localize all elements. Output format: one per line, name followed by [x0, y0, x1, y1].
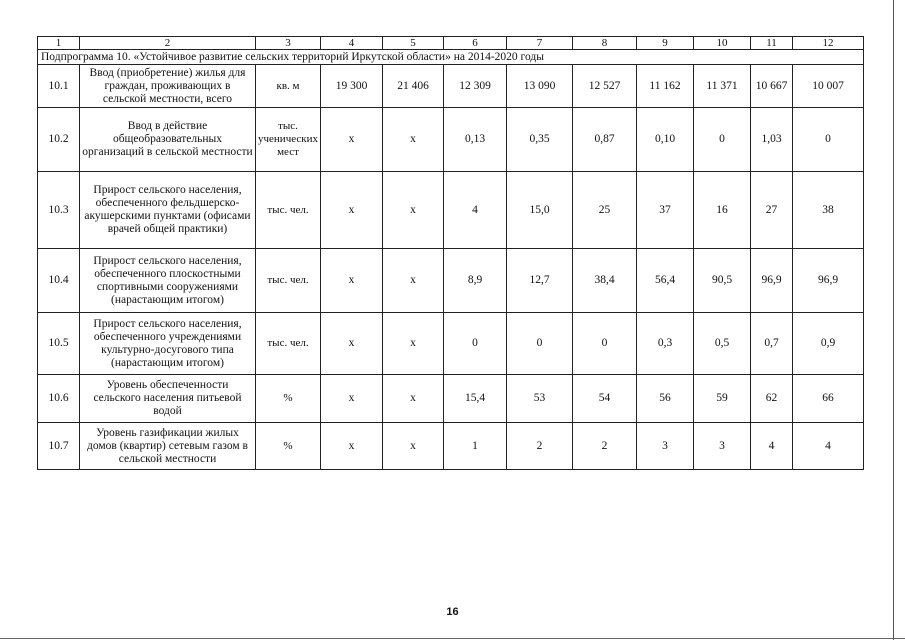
value-cell: х — [383, 313, 444, 375]
value-cell: х — [321, 172, 383, 249]
value-cell: 25 — [573, 172, 637, 249]
column-number: 3 — [256, 37, 321, 50]
value-cell: 19 300 — [321, 65, 383, 108]
value-cell: 4 — [444, 172, 507, 249]
value-cell: 38 — [793, 172, 864, 249]
column-number: 7 — [507, 37, 573, 50]
scan-edge-line — [893, 0, 894, 640]
value-cell: 0 — [444, 313, 507, 375]
value-cell: 62 — [751, 375, 793, 423]
value-cell: 0,35 — [507, 108, 573, 172]
row-number: 10.4 — [38, 249, 80, 313]
unit-of-measure: % — [256, 423, 321, 470]
value-cell: 0,7 — [751, 313, 793, 375]
value-cell: 37 — [637, 172, 694, 249]
value-cell: 11 371 — [694, 65, 751, 108]
column-number: 5 — [383, 37, 444, 50]
column-number-row — [38, 37, 864, 50]
value-cell: 11 162 — [637, 65, 694, 108]
value-cell: 0,13 — [444, 108, 507, 172]
indicator-name: Уровень обеспеченности сельского населения питьевой водой — [80, 375, 256, 423]
page-number: 16 — [446, 606, 459, 618]
value-cell: 56 — [637, 375, 694, 423]
table-row — [38, 172, 864, 249]
column-number: 8 — [573, 37, 637, 50]
column-number: 11 — [751, 37, 793, 50]
value-cell: 4 — [793, 423, 864, 470]
value-cell: х — [383, 249, 444, 313]
value-cell: 2 — [507, 423, 573, 470]
value-cell: 38,4 — [573, 249, 637, 313]
value-cell: 4 — [751, 423, 793, 470]
row-number: 10.5 — [38, 313, 80, 375]
indicator-name: Прирост сельского населения, обеспеченного фельдшерско-акушерскими пунктами (офисами врачей общей практики) — [80, 172, 256, 249]
value-cell: х — [383, 375, 444, 423]
table-row — [38, 313, 864, 375]
value-cell: 8,9 — [444, 249, 507, 313]
value-cell: 2 — [573, 423, 637, 470]
value-cell: 96,9 — [793, 249, 864, 313]
indicator-name: Прирост сельского населения, обеспеченного учреждениями культурно-досугового типа (нарастающим итогом) — [80, 313, 256, 375]
value-cell: 56,4 — [637, 249, 694, 313]
column-number: 9 — [637, 37, 694, 50]
unit-of-measure: тыс. чел. — [256, 172, 321, 249]
value-cell: х — [321, 249, 383, 313]
column-number: 1 — [38, 37, 80, 50]
value-cell: 0 — [694, 108, 751, 172]
indicator-name: Уровень газификации жилых домов (квартир) сетевым газом в сельской местности — [80, 423, 256, 470]
unit-of-measure: тыс. ученических мест — [256, 108, 321, 172]
column-number: 10 — [694, 37, 751, 50]
value-cell: 96,9 — [751, 249, 793, 313]
unit-of-measure: тыс. чел. — [256, 249, 321, 313]
table-row — [38, 423, 864, 470]
value-cell: 3 — [694, 423, 751, 470]
value-cell: 0,3 — [637, 313, 694, 375]
value-cell: 12,7 — [507, 249, 573, 313]
table-row — [38, 249, 864, 313]
unit-of-measure: % — [256, 375, 321, 423]
indicators-table — [37, 36, 864, 470]
value-cell: 21 406 — [383, 65, 444, 108]
value-cell: 16 — [694, 172, 751, 249]
value-cell: х — [383, 423, 444, 470]
table-row — [38, 108, 864, 172]
indicator-name: Ввод в действие общеобразовательных организаций в сельской местности — [80, 108, 256, 172]
unit-of-measure: кв. м — [256, 65, 321, 108]
value-cell: 66 — [793, 375, 864, 423]
indicator-name: Ввод (приобретение) жилья для граждан, проживающих в сельской местности, всего — [80, 65, 256, 108]
value-cell: 0,87 — [573, 108, 637, 172]
value-cell: 0 — [793, 108, 864, 172]
row-number: 10.3 — [38, 172, 80, 249]
row-number: 10.2 — [38, 108, 80, 172]
value-cell: 12 527 — [573, 65, 637, 108]
subprogram-row — [38, 50, 864, 65]
column-number: 4 — [321, 37, 383, 50]
value-cell: 90,5 — [694, 249, 751, 313]
column-number: 12 — [793, 37, 864, 50]
value-cell: 59 — [694, 375, 751, 423]
value-cell: 27 — [751, 172, 793, 249]
scan-edge-line — [0, 638, 905, 639]
value-cell: 12 309 — [444, 65, 507, 108]
indicator-name: Прирост сельского населения, обеспеченного плоскостными спортивными сооружениями (нарастающим итогом) — [80, 249, 256, 313]
value-cell: 15,0 — [507, 172, 573, 249]
value-cell: 54 — [573, 375, 637, 423]
row-number: 10.6 — [38, 375, 80, 423]
value-cell: 10 667 — [751, 65, 793, 108]
row-number: 10.1 — [38, 65, 80, 108]
value-cell: 3 — [637, 423, 694, 470]
subprogram-title: Подпрограмма 10. «Устойчивое развитие сельских территорий Иркутской области» на 2014-2020 годы — [38, 50, 864, 65]
value-cell: 53 — [507, 375, 573, 423]
table-row — [38, 65, 864, 108]
unit-of-measure: тыс. чел. — [256, 313, 321, 375]
column-number: 2 — [80, 37, 256, 50]
value-cell: 0,9 — [793, 313, 864, 375]
table-row — [38, 375, 864, 423]
value-cell: 13 090 — [507, 65, 573, 108]
value-cell: 15,4 — [444, 375, 507, 423]
value-cell: 1,03 — [751, 108, 793, 172]
value-cell: 0 — [573, 313, 637, 375]
value-cell: 1 — [444, 423, 507, 470]
value-cell: х — [321, 423, 383, 470]
value-cell: х — [321, 313, 383, 375]
column-number: 6 — [444, 37, 507, 50]
value-cell: 0 — [507, 313, 573, 375]
value-cell: 10 007 — [793, 65, 864, 108]
value-cell: х — [321, 108, 383, 172]
value-cell: 0,10 — [637, 108, 694, 172]
row-number: 10.7 — [38, 423, 80, 470]
value-cell: х — [383, 172, 444, 249]
value-cell: х — [383, 108, 444, 172]
value-cell: 0,5 — [694, 313, 751, 375]
value-cell: х — [321, 375, 383, 423]
